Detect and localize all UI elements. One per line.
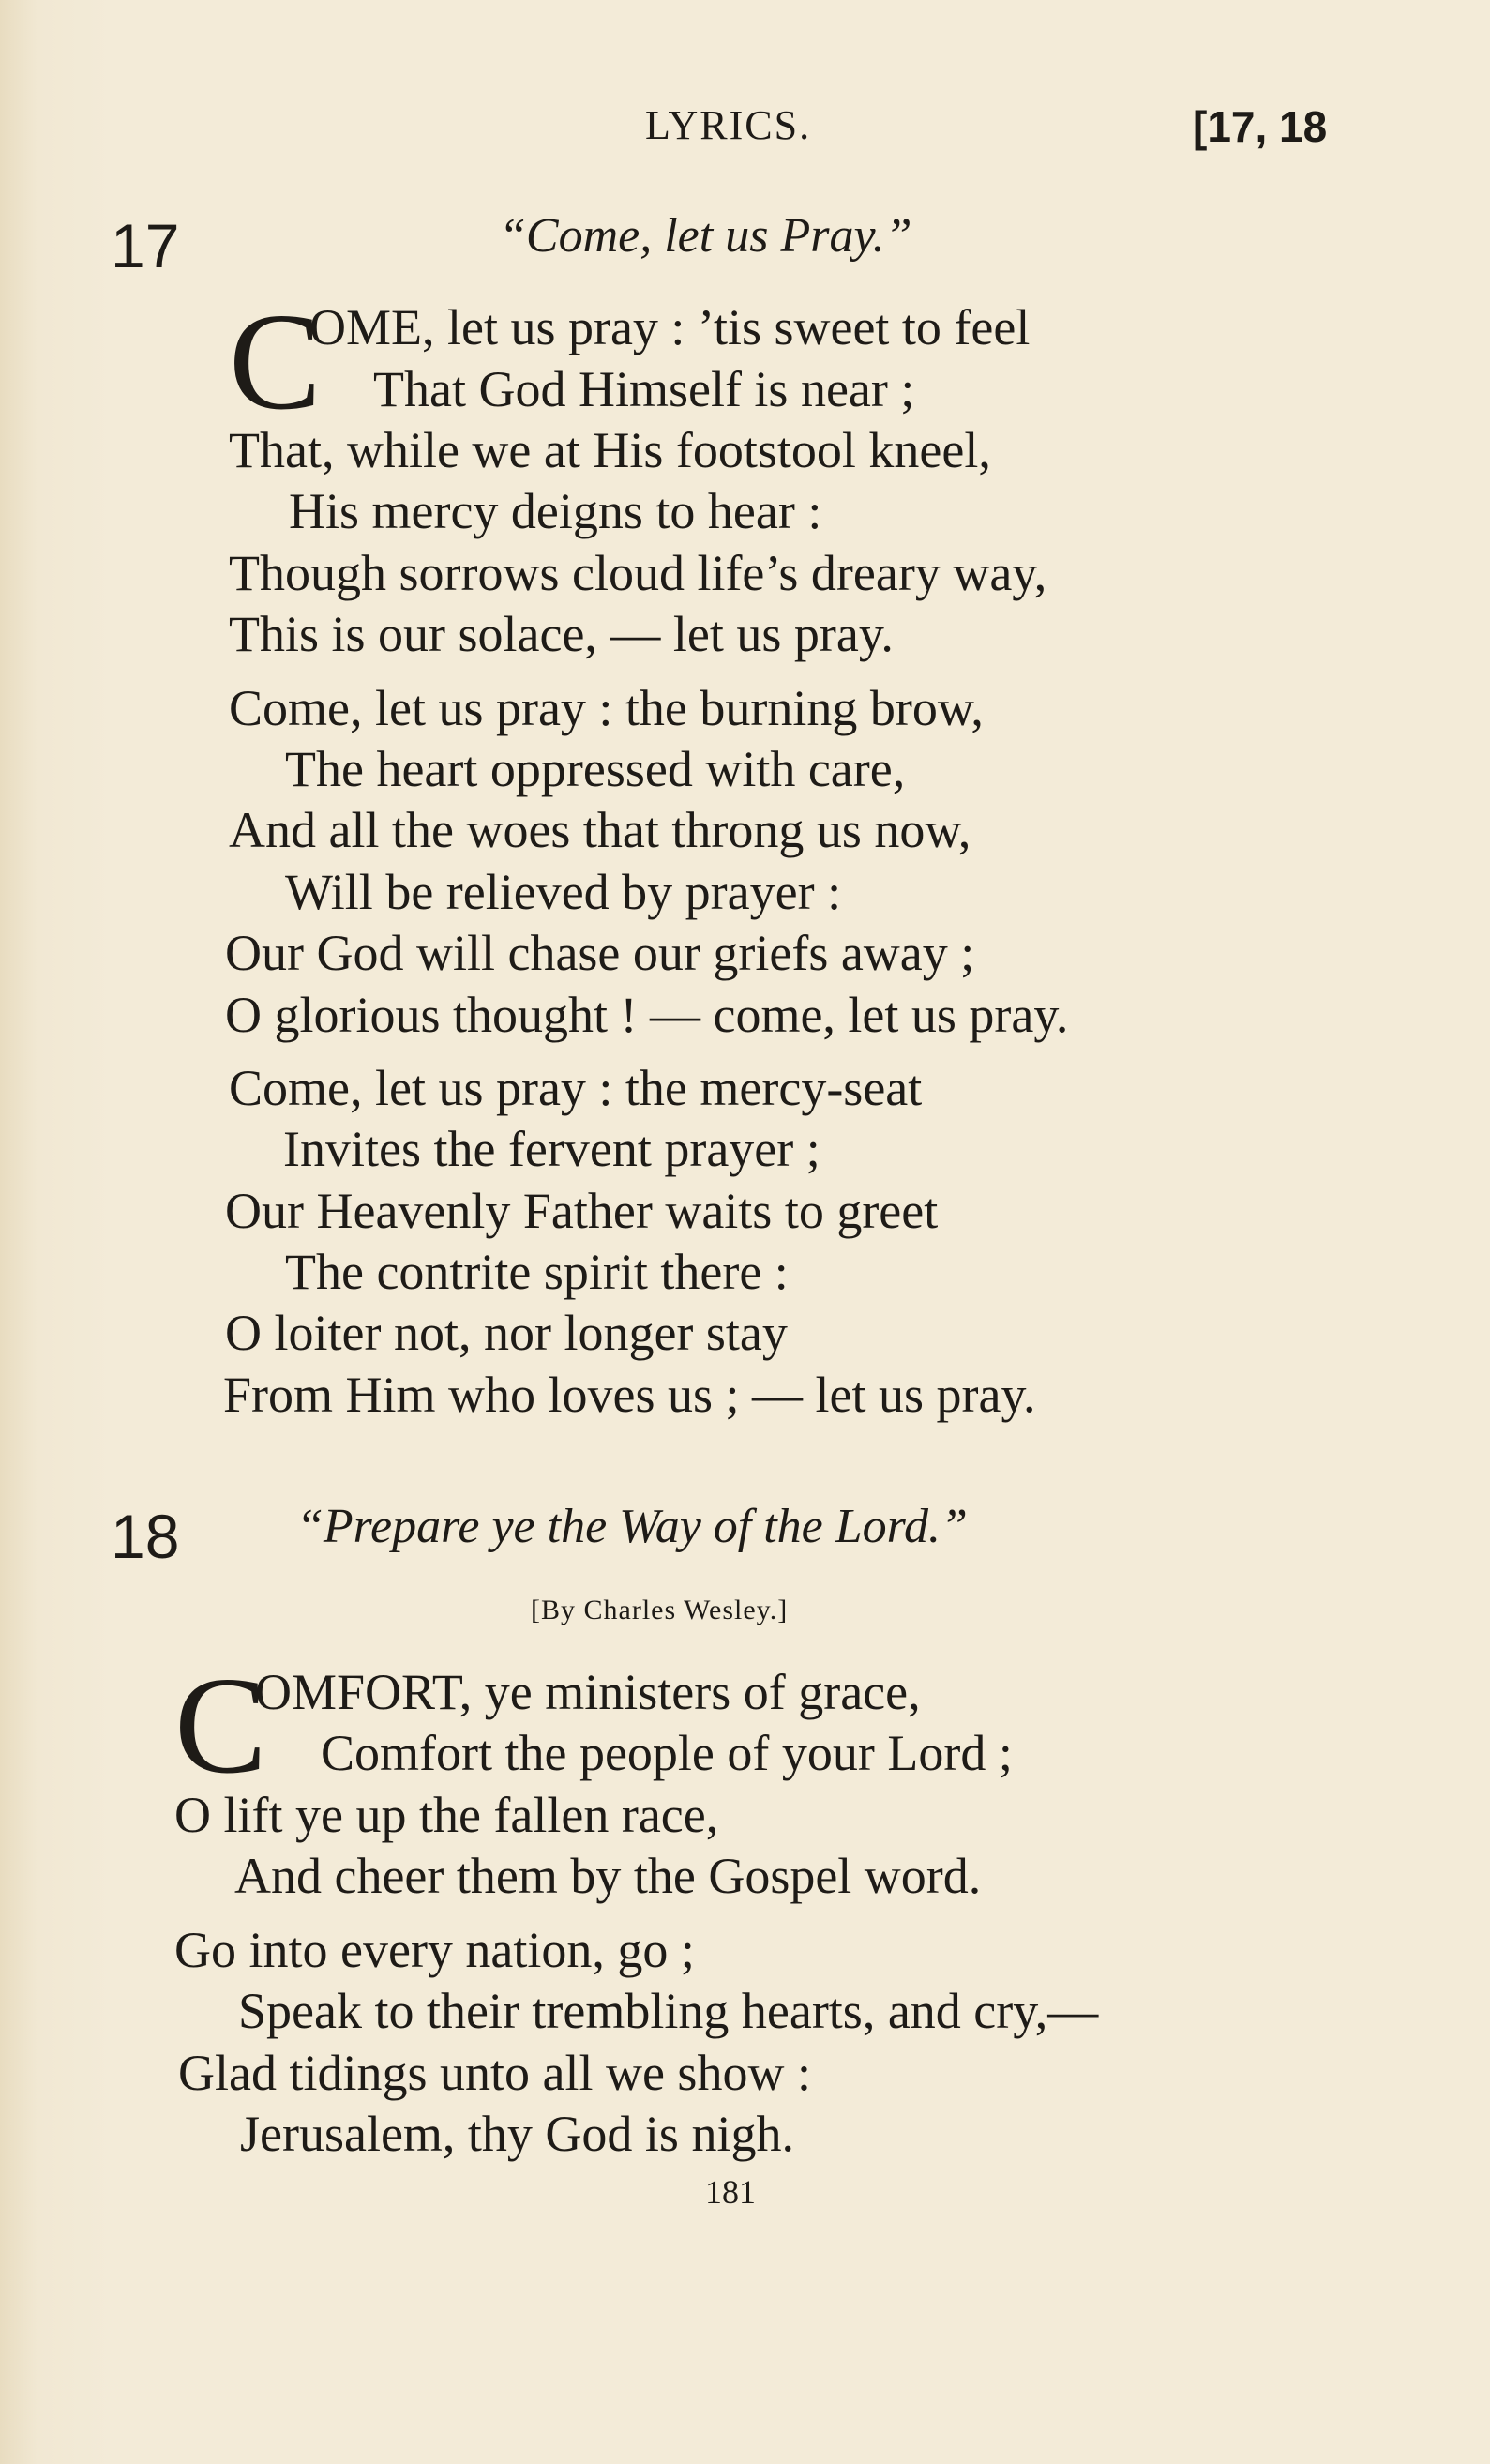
- verse-line: Though sorrows cloud life’s dreary way,: [229, 545, 1047, 601]
- verse-line: Come, let us pray : the mercy-seat: [229, 1060, 923, 1116]
- hymn-range: [17, 18: [1193, 102, 1328, 151]
- verse-line: The heart oppressed with care,: [285, 741, 906, 797]
- verse-line: O glorious thought ! — come, let us pray.: [225, 987, 1069, 1043]
- hymn-number: 17: [111, 211, 180, 280]
- hymn-title: “Prepare ye the Way of the Lord.”: [296, 1500, 968, 1553]
- verse-line: O loiter not, nor longer stay: [225, 1305, 788, 1361]
- hymn-number: 18: [111, 1502, 180, 1571]
- verse-line: And cheer them by the Gospel word.: [234, 1848, 982, 1904]
- verse-line: OME, let us pray : ’tis sweet to feel: [309, 299, 1031, 355]
- verse-line: Speak to their trembling hearts, and cry,—: [238, 1983, 1099, 2039]
- verse-line: And all the woes that throng us now,: [229, 802, 971, 858]
- running-title: LYRICS.: [645, 102, 812, 148]
- verse-line: The contrite spirit there :: [285, 1244, 789, 1300]
- verse-line: Our God will chase our griefs away ;: [225, 925, 975, 981]
- hymn-title: “Come, let us Pray.”: [499, 209, 912, 263]
- verse-line: That God Himself is near ;: [373, 361, 915, 417]
- verse-line: Invites the fervent prayer ;: [283, 1121, 820, 1177]
- verse-line: Go into every nation, go ;: [174, 1922, 695, 1978]
- verse-line: That, while we at His footstool kneel,: [229, 422, 991, 478]
- verse-line: Our Heavenly Father waits to greet: [225, 1183, 939, 1239]
- page-number: 181: [705, 2173, 756, 2211]
- verse-line: From Him who loves us ; — let us pray.: [223, 1367, 1036, 1423]
- verse-line: Glad tidings unto all we show :: [178, 2045, 811, 2101]
- verse-line: His mercy deigns to hear :: [289, 483, 822, 539]
- verse-line: Jerusalem, thy God is nigh.: [240, 2106, 794, 2162]
- drop-cap: C: [174, 1649, 267, 1803]
- drop-cap: C: [229, 285, 322, 439]
- verse-line: Comfort the people of your Lord ;: [321, 1725, 1013, 1781]
- attribution: [By Charles Wesley.]: [531, 1595, 789, 1625]
- verse-line: Will be relieved by prayer :: [285, 864, 842, 920]
- verse-line: Come, let us pray : the burning brow,: [229, 680, 984, 736]
- verse-line: OMFORT, ye ministers of grace,: [255, 1664, 921, 1720]
- verse-line: This is our solace, — let us pray.: [229, 606, 894, 662]
- verse-line: O lift ye up the fallen race,: [174, 1787, 719, 1843]
